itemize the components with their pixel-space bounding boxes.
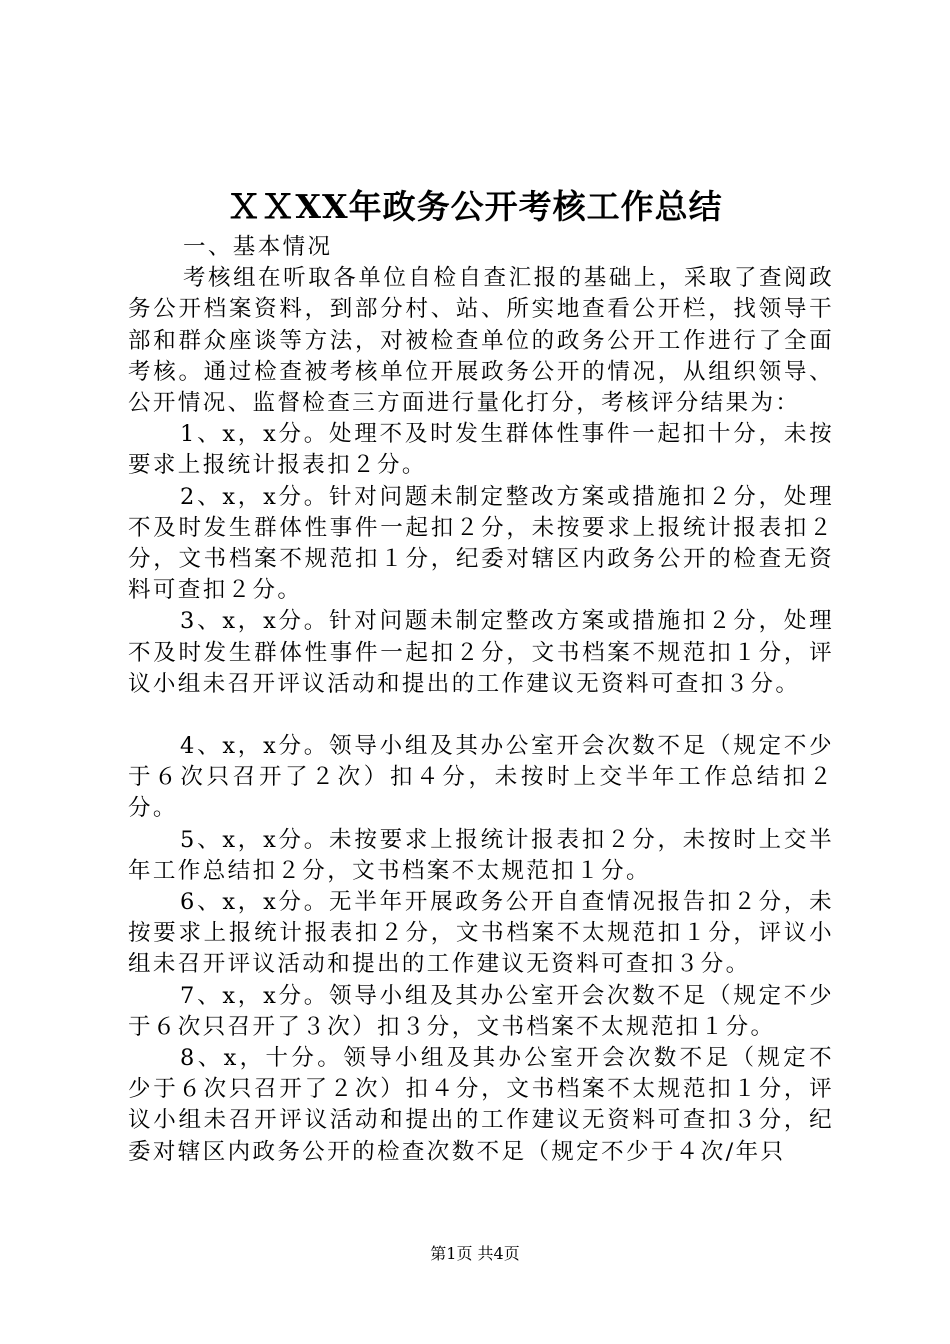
result-item-1: 1、x，x分。处理不及时发生群体性事件一起扣十分，未按要求上报统计报表扣２分。 (128, 421, 834, 479)
result-item-5: 5、x，x分。未按要求上报统计报表扣２分，未按时上交半年工作总结扣２分，文书档案不太规范扣１分。 (128, 826, 834, 884)
result-item-3: 3、x，x分。针对问题未制定整改方案或措施扣２分，处理不及时发生群体性事件一起扣２分，文书档案不规范扣１分，评议小组未召开评议活动和提出的工作建议无资料可查扣３分。 (128, 608, 834, 697)
intro-paragraph: 考核组在听取各单位自检自查汇报的基础上，采取了查阅政务公开档案资料，到部分村、站、所实地查看公开栏，找领导干部和群众座谈等方法，对被检查单位的政务公开工作进行了全面考核。通过检查被考核单位开展政务公开的情况，从组织领导、公开情况、监督检查三方面进行量化打分，考核评分结果为： (128, 265, 834, 417)
result-item-7: 7、x，x分。领导小组及其办公室开会次数不足（规定不少于６次只召开了３次）扣３分，文书档案不太规范扣１分。 (128, 982, 834, 1040)
result-item-6: 6、x，x分。无半年开展政务公开自查情况报告扣２分，未按要求上报统计报表扣２分，文书档案不太规范扣１分，评议小组未召开评议活动和提出的工作建议无资料可查扣３分。 (128, 889, 834, 978)
result-item-4: 4、x，x分。领导小组及其办公室开会次数不足（规定不少于６次只召开了２次）扣４分，未按时上交半年工作总结扣２分。 (128, 733, 834, 822)
paragraph-spacer (128, 700, 834, 731)
document-body (128, 232, 834, 1168)
document-title: ＸＸXX年政务公开考核工作总结 (227, 187, 723, 226)
result-item-8: 8、x，十分。领导小组及其办公室开会次数不足（规定不少于６次只召开了２次）扣４分，文书档案不太规范扣１分，评议小组未召开评议活动和提出的工作建议无资料可查扣３分，纪委对辖区内政务公开的检查次数不足（规定不少于４次/年只 (128, 1045, 834, 1165)
result-item-2: 2、x，x分。针对问题未制定整改方案或措施扣２分，处理不及时发生群体性事件一起扣２分，未按要求上报统计报表扣２分，文书档案不规范扣１分，纪委对辖区内政务公开的检查无资料可查扣２分。 (128, 483, 834, 604)
page-footer: 第1页 共4页 (430, 1244, 520, 1263)
section-heading: 一、基本情况 (183, 234, 333, 260)
